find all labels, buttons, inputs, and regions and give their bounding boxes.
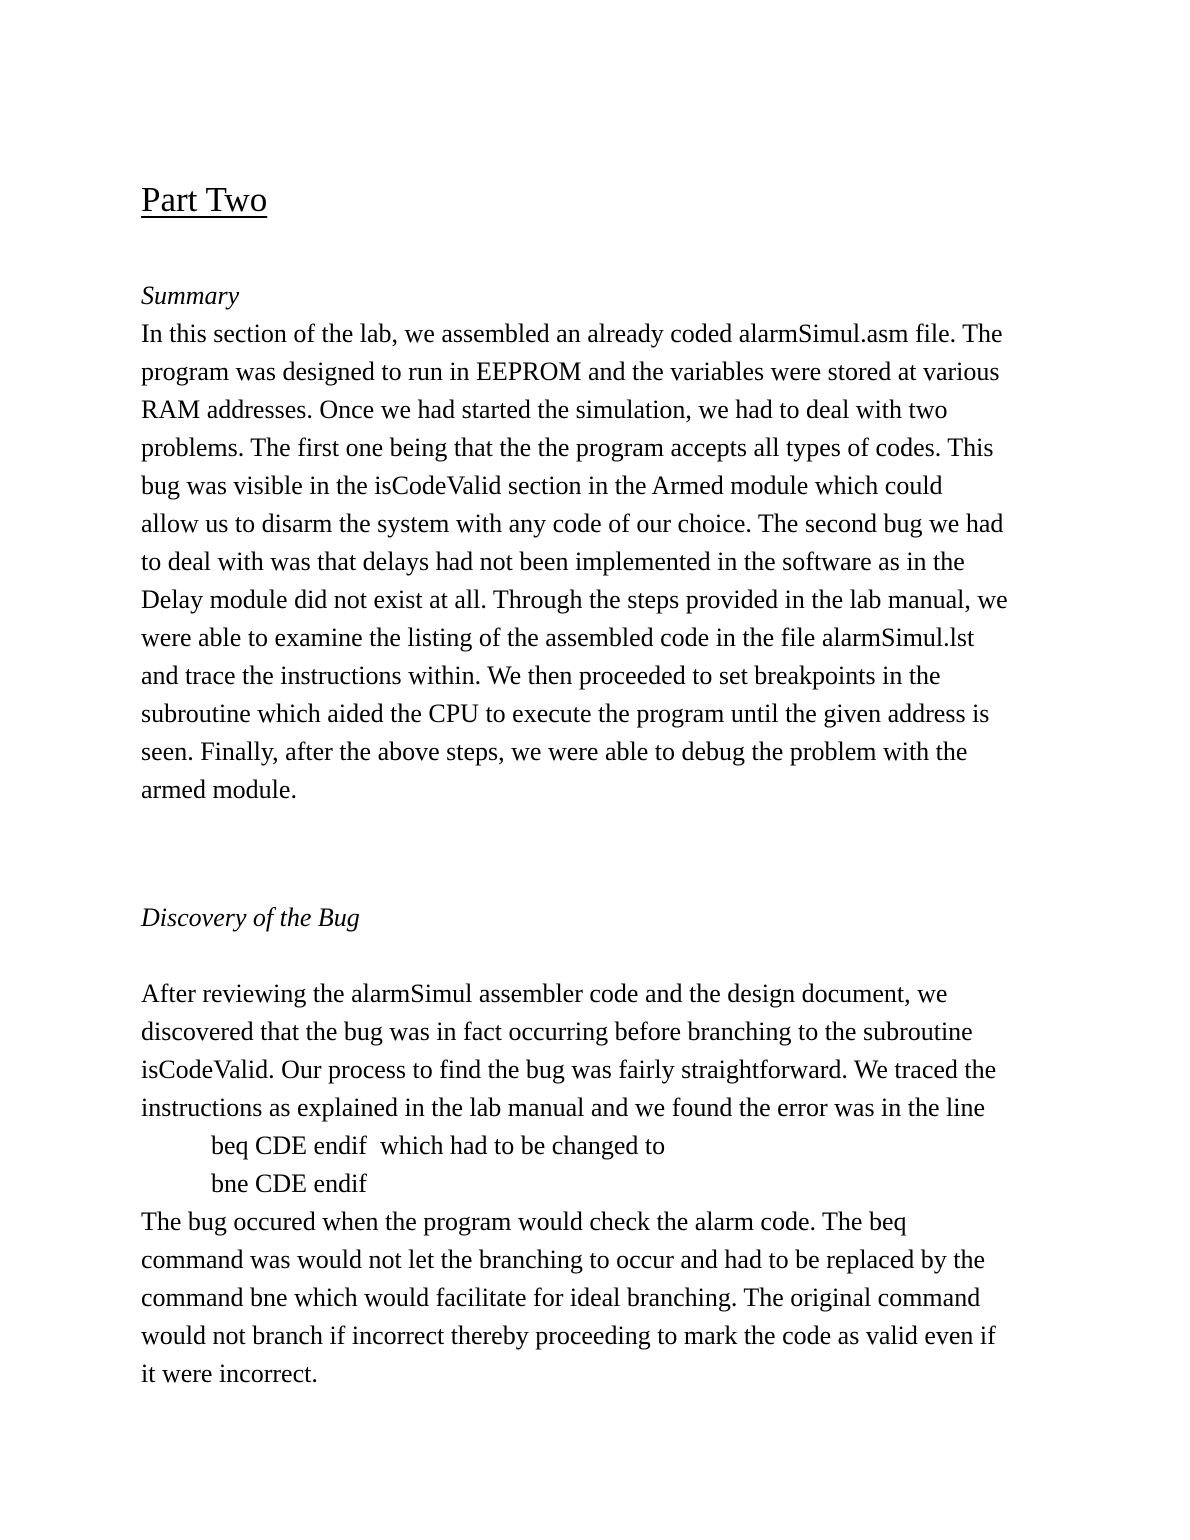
- code-line-fixed: bne CDE endif: [211, 1169, 367, 1198]
- summary-paragraph: In this section of the lab, we assembled an already coded alarmSimul.asm file. The program was designed to run in EEPROM and the variables were stored at various RAM addresses. Once we had started the simulation, we had to deal with two problems. The first one being that the the program accepts all types of codes. This bug was visible in the isCodeValid section in the Armed module which could allow us to disarm the system with any code of our choice. The second bug we had to deal with was that delays had not been implemented in the software as in the Delay module did not exist at all. Through the steps provided in the lab manual, we were able to examine the listing of the assembled code in the file alarmSimul.lst and trace the instructions within. We then proceeded to set breakpoints in the subroutine which aided the CPU to execute the program until the given address is seen. Finally, after the above steps, we were able to debug the problem with the armed module.: [141, 319, 1008, 804]
- summary-heading: Summary: [141, 281, 240, 310]
- discovery-intro-paragraph: After reviewing the alarmSimul assembler code and the design document, we discovered that the bug was in fact occurring before branching to the subroutine isCodeValid. Our process to find the bug was fairly straightforward. We traced the instructions as explained in the lab manual and we found the error was in the line: [141, 979, 997, 1122]
- code-line-original: beq CDE endif which had to be changed to: [211, 1131, 666, 1160]
- page-title: Part Two: [141, 180, 268, 219]
- document-page: [141, 180, 1061, 1393]
- discovery-explanation-paragraph: The bug occured when the program would check the alarm code. The beq command was would not let the branching to occur and had to be replaced by the command bne which would facilitate for ideal branching. The original command would not branch if incorrect thereby proceeding to mark the code as valid even if it were incorrect.: [141, 1207, 996, 1388]
- discovery-heading: Discovery of the Bug: [141, 903, 360, 932]
